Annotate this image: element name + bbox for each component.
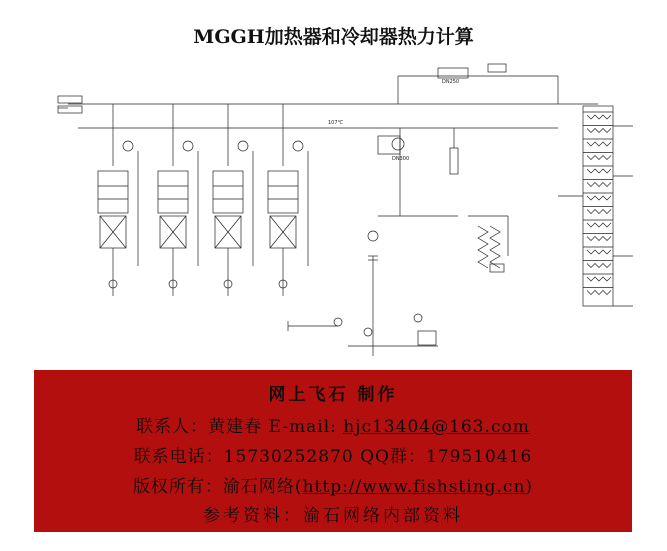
- stack-coil: [587, 264, 611, 268]
- stack-coil: [587, 115, 611, 119]
- stack-coil: [587, 291, 611, 295]
- contact-person: 联系人：黄建春 E-mail:: [136, 417, 344, 437]
- mggh-schematic: [38, 56, 638, 368]
- heater-unit: [98, 104, 138, 296]
- stack-coil: [587, 183, 611, 187]
- stack-coil: [587, 142, 611, 146]
- pipe-label-a: DN250: [442, 79, 460, 85]
- stack-coil: [587, 223, 611, 227]
- heater-unit: [268, 104, 308, 296]
- author-line: 网上飞石 制作: [268, 385, 398, 405]
- copyright-line: [34, 472, 632, 497]
- email-link[interactable]: hjc13404@163.com: [343, 417, 530, 437]
- contact-email-line: [34, 412, 632, 437]
- heater-unit: [158, 104, 198, 296]
- temp-label: 107℃: [328, 120, 344, 126]
- stack-coil: [587, 156, 611, 160]
- pipe-label-b: DN300: [392, 156, 410, 162]
- stack-coil: [587, 277, 611, 281]
- website-link[interactable]: http://www.fishsting.cn: [302, 477, 526, 497]
- page-title: MGGH加热器和冷却器热力计算: [193, 26, 474, 48]
- reference-line: 参考资料：渝石网络内部资料: [203, 506, 463, 526]
- stack-coil: [587, 196, 611, 200]
- copyright-prefix: 版权所有：渝石网络(: [132, 477, 303, 497]
- phone-qq-line: 联系电话：15730252870 QQ群：179510416: [133, 447, 533, 467]
- contact-banner: [34, 370, 632, 532]
- stack-coil: [587, 237, 611, 241]
- stack-coil: [587, 250, 611, 254]
- stack-coil: [587, 129, 611, 133]
- stack-coil: [587, 210, 611, 214]
- copyright-suffix: ): [525, 477, 534, 497]
- heater-unit: [213, 104, 253, 296]
- stack-coil: [587, 169, 611, 173]
